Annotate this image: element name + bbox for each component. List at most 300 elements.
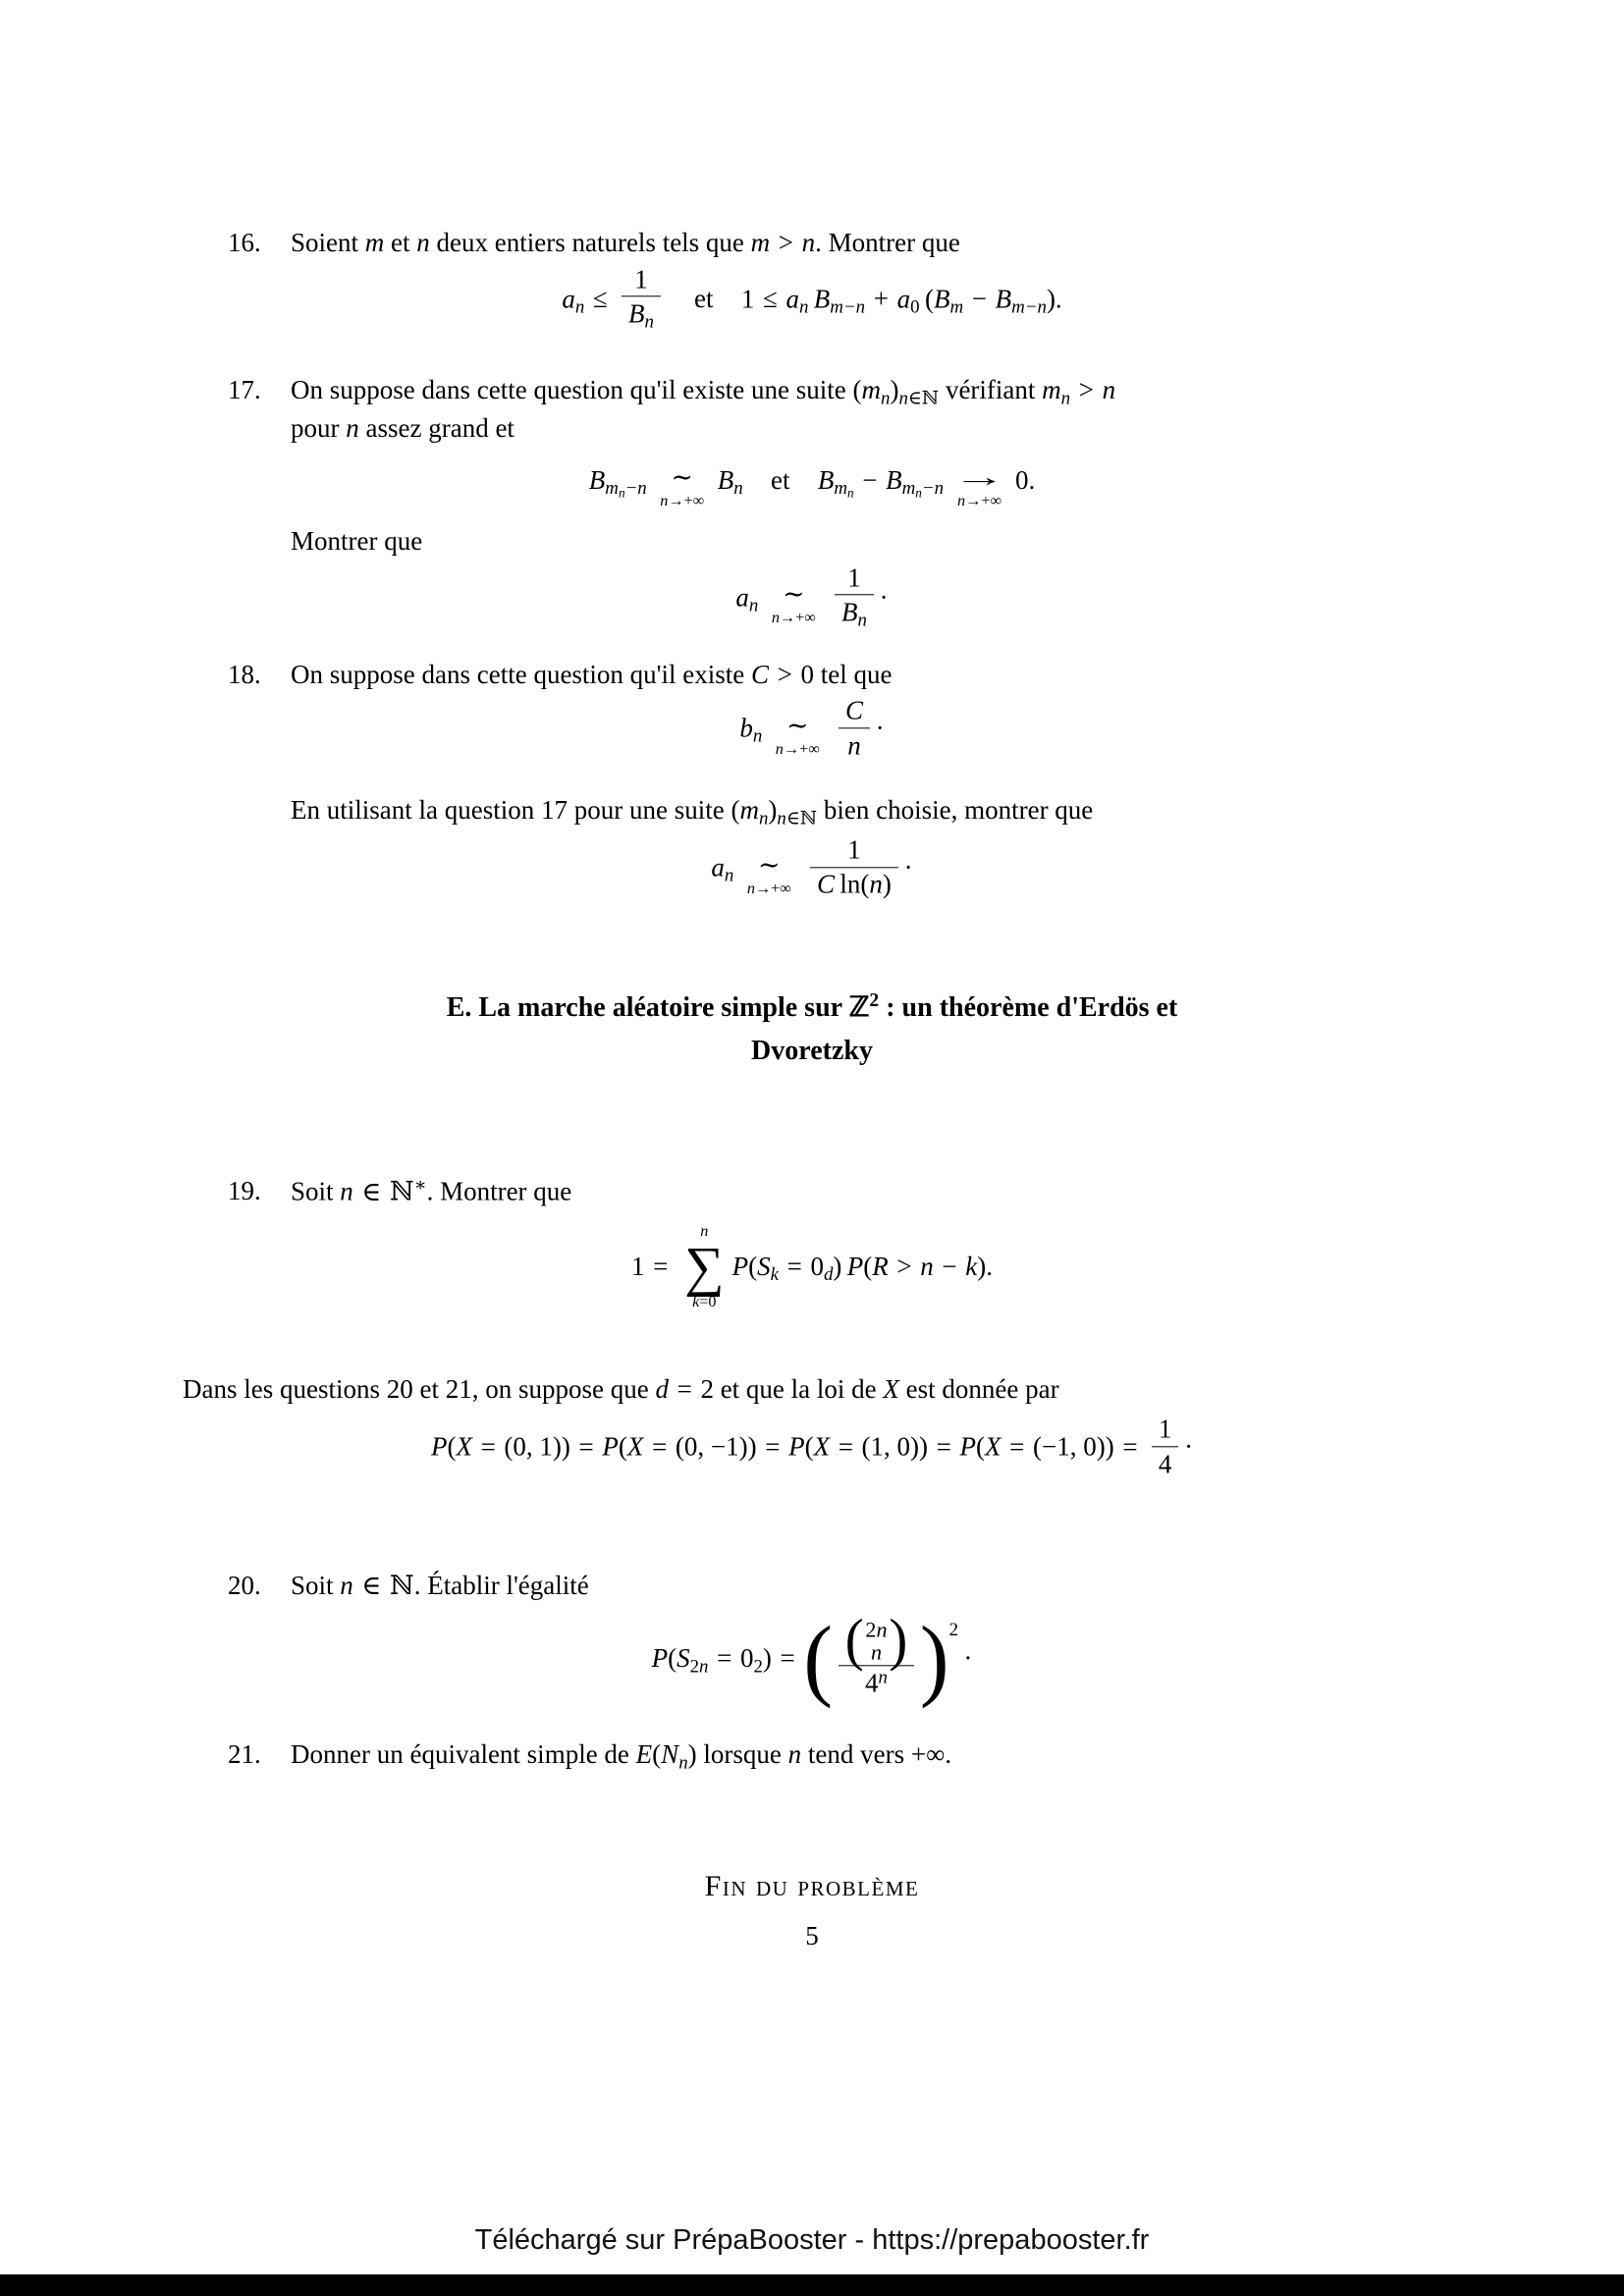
math-token: ≤ — [592, 283, 608, 313]
math-token — [747, 881, 791, 896]
math-token: 2 — [700, 1373, 714, 1404]
math-token: n — [574, 296, 585, 318]
math-token: n — [915, 485, 922, 501]
math-token — [690, 1657, 709, 1678]
math-token: ln( — [839, 869, 870, 899]
math-token: · — [1184, 1431, 1194, 1462]
math-token — [575, 296, 584, 317]
math-token: ℕ — [799, 808, 818, 829]
math-token: ( — [924, 283, 934, 313]
math-token: Donner un équivalent simple de — [291, 1738, 636, 1769]
math-token: 1 — [634, 263, 648, 294]
math-token: n — [724, 865, 734, 886]
math-token: − — [971, 283, 987, 313]
question-20-text — [291, 1569, 1441, 1604]
math-token — [733, 478, 742, 499]
math-token: ∈ — [361, 1570, 382, 1600]
math-token: X — [883, 1373, 899, 1404]
bottom-black-bar — [0, 2274, 1624, 2296]
math-token: m — [949, 296, 964, 318]
question-21-number: 21. — [228, 1738, 261, 1769]
math-token: ( — [668, 1643, 677, 1674]
math-token: n — [777, 808, 786, 829]
math-token: ∈ — [907, 388, 922, 409]
math-token: et — [384, 228, 417, 257]
math-token — [835, 594, 873, 631]
math-token: · — [879, 581, 889, 612]
math-token — [952, 461, 1006, 492]
math-token: ) — [762, 1643, 772, 1674]
math-token: 2 — [865, 1616, 877, 1641]
math-token: ℕ — [921, 388, 940, 409]
math-token: ( — [618, 1431, 627, 1462]
download-watermark: Téléchargé sur PrépaBooster - https://prepabooster.fr — [474, 2224, 1150, 2256]
math-token — [678, 1752, 687, 1773]
math-token: ∼ — [671, 461, 694, 492]
math-token — [786, 713, 809, 739]
math-token: m — [861, 374, 882, 404]
math-token: = — [936, 1431, 951, 1462]
math-token: ( — [863, 1252, 873, 1282]
math-token: · — [963, 1643, 973, 1674]
math-token: → — [952, 461, 1006, 492]
math-token: bien choisie, montrer que — [817, 794, 1094, 825]
math-token — [671, 461, 694, 492]
math-token — [949, 296, 963, 317]
math-token: −n — [921, 477, 945, 499]
math-token: ). — [977, 1252, 993, 1282]
math-token: (−1, 0)) — [1033, 1431, 1114, 1462]
math-token: = — [578, 1431, 594, 1462]
math-token: B — [886, 464, 902, 495]
math-token: ) — [890, 374, 899, 404]
math-token: pour — [291, 413, 347, 444]
math-token: n — [787, 1738, 802, 1769]
math-token: n — [878, 1667, 888, 1688]
math-token — [622, 296, 660, 334]
math-token: n — [771, 609, 780, 627]
math-token: ∼ — [782, 579, 805, 610]
math-token — [957, 493, 1001, 508]
math-token: n — [752, 726, 763, 748]
question-17 — [228, 373, 1441, 447]
math-token — [839, 727, 870, 761]
math-token: n — [758, 808, 769, 829]
math-token: n — [801, 228, 816, 257]
math-token: a — [896, 283, 911, 313]
math-token: ∈ — [785, 808, 800, 829]
math-token: ∼ — [758, 849, 781, 880]
math-token — [902, 478, 944, 499]
math-token — [839, 696, 870, 728]
math-token: b — [739, 713, 753, 743]
math-token — [622, 264, 660, 296]
math-token: B — [817, 464, 835, 495]
math-token — [824, 1264, 833, 1285]
math-token — [749, 595, 758, 615]
math-token — [1152, 1415, 1178, 1479]
math-token: deux entiers naturels tels que — [429, 228, 751, 257]
math-token — [810, 834, 897, 867]
math-token — [839, 1607, 914, 1673]
math-token: S — [677, 1643, 690, 1674]
math-token: n — [618, 485, 625, 501]
question-16-formula — [183, 263, 1441, 336]
math-token — [771, 1264, 779, 1285]
math-token: ) — [882, 869, 892, 899]
math-token — [753, 1657, 762, 1678]
math-token: →+∞ — [779, 609, 816, 627]
math-token: C — [751, 659, 770, 689]
question-19 — [228, 1174, 1441, 1209]
math-token — [835, 562, 873, 631]
math-token: n — [746, 879, 755, 897]
math-token — [645, 311, 654, 332]
math-token: + — [873, 283, 889, 313]
math-token: = — [677, 1373, 692, 1404]
math-token: Soit — [291, 1570, 341, 1600]
math-token: n — [340, 1176, 353, 1206]
paragraph-questions-20-21 — [183, 1372, 1441, 1408]
math-token: n — [733, 477, 743, 499]
math-token — [847, 486, 854, 501]
math-token — [414, 1175, 427, 1196]
math-token: = — [653, 1252, 669, 1282]
question-20-number: 20. — [228, 1570, 261, 1600]
math-token — [777, 808, 817, 828]
math-token — [746, 849, 791, 897]
math-token: · — [903, 852, 913, 882]
math-token: = — [838, 1431, 853, 1462]
math-token: · — [875, 713, 885, 743]
math-token: a — [735, 581, 749, 612]
math-token: B — [588, 464, 606, 495]
math-token: et — [771, 464, 790, 495]
math-token — [1011, 296, 1047, 317]
math-token — [1061, 388, 1070, 408]
math-token — [1152, 1446, 1178, 1479]
math-token: n — [699, 1656, 709, 1678]
math-token: 1 — [630, 1252, 645, 1282]
question-18-conclusion-formula — [183, 834, 1441, 902]
math-token: m — [1042, 374, 1061, 404]
math-token: B — [933, 283, 950, 313]
math-token: 2 — [753, 1656, 763, 1678]
math-token: a — [562, 283, 575, 313]
math-token: (0, 1)) — [504, 1431, 570, 1462]
math-token: X — [456, 1431, 472, 1462]
math-token — [776, 713, 820, 757]
question-21-text — [291, 1737, 1441, 1776]
math-token: ℤ — [848, 992, 870, 1024]
math-token — [776, 741, 820, 757]
math-token: a — [711, 852, 725, 882]
math-token — [622, 264, 660, 333]
math-token: m — [750, 228, 771, 257]
math-token: 0 — [810, 1252, 824, 1282]
math-token: Soit — [291, 1176, 341, 1206]
math-token: n — [870, 1639, 883, 1665]
math-token: P — [788, 1431, 805, 1462]
math-token: m — [364, 228, 385, 257]
question-17-conclusion-formula — [183, 561, 1441, 634]
math-token: . Montrer que — [815, 228, 960, 257]
question-17-montrer-que: Montrer que — [291, 525, 423, 556]
math-token: P — [602, 1431, 619, 1462]
math-token: →+∞ — [965, 491, 1001, 509]
math-token: 1 — [847, 834, 861, 865]
math-token: n — [847, 730, 861, 761]
section-e-heading — [183, 987, 1441, 1072]
math-token: 1 — [1158, 1414, 1172, 1444]
math-token: B — [840, 597, 858, 627]
math-token: > — [777, 659, 792, 689]
math-token: est donnée par — [898, 1373, 1059, 1404]
math-token: ( — [852, 374, 862, 404]
math-token: P — [731, 1252, 749, 1282]
question-18-text-2 — [291, 793, 1441, 831]
question-19-formula — [183, 1221, 1441, 1312]
math-token: = — [765, 1431, 781, 1462]
math-token: m — [901, 477, 916, 499]
math-token: d — [655, 1373, 669, 1404]
math-token — [759, 808, 768, 828]
math-token: n — [678, 1751, 688, 1773]
math-token: X — [813, 1431, 831, 1462]
math-token: = — [1009, 1431, 1025, 1462]
math-token: n — [957, 491, 966, 509]
math-token: > — [778, 228, 794, 257]
math-token: − — [862, 464, 878, 495]
math-token: R — [872, 1252, 889, 1282]
question-17-text — [291, 373, 1441, 447]
math-token — [835, 562, 873, 595]
math-token: n — [660, 491, 669, 509]
math-token — [865, 1618, 887, 1640]
math-token: : un théorème d'Erdös et — [879, 992, 1178, 1024]
math-token: 2 — [948, 1620, 959, 1641]
math-token: n — [847, 485, 854, 501]
math-token: C — [844, 695, 863, 725]
math-token: = — [786, 1252, 802, 1282]
math-token: −n — [624, 477, 647, 499]
math-token: n — [644, 311, 654, 333]
math-token: > — [896, 1252, 912, 1282]
math-token — [758, 849, 781, 880]
math-token: ≤ — [762, 283, 778, 313]
math-token: ( — [731, 794, 740, 825]
math-token: n — [920, 1252, 934, 1282]
math-token: m — [834, 477, 848, 499]
math-token: S — [757, 1252, 771, 1282]
math-token — [1152, 1415, 1178, 1447]
math-token — [810, 834, 897, 899]
math-token — [684, 1223, 724, 1310]
math-token: ∗ — [413, 1175, 427, 1197]
question-21 — [228, 1737, 1441, 1776]
question-19-number: 19. — [228, 1176, 261, 1206]
math-token: ( — [447, 1431, 457, 1462]
math-token: 1 — [847, 561, 861, 592]
math-token — [660, 493, 704, 508]
math-token — [910, 296, 919, 317]
question-16-number: 16. — [228, 228, 261, 257]
math-token: ( — [804, 1431, 814, 1462]
math-token — [772, 610, 816, 625]
question-16 — [228, 226, 1441, 261]
math-token: ∼ — [785, 711, 809, 741]
math-token — [799, 296, 808, 317]
math-token — [783, 581, 805, 608]
math-token: m — [739, 794, 759, 825]
math-token: n — [700, 1221, 709, 1240]
question-16-text — [291, 226, 1441, 261]
math-token: 1 — [740, 283, 755, 313]
math-token: Soient — [291, 228, 365, 257]
math-token: − — [942, 1252, 957, 1282]
math-token: assez grand et — [358, 413, 514, 444]
math-token — [864, 1618, 890, 1663]
math-token: ∑ — [684, 1235, 725, 1298]
question-20 — [228, 1569, 1441, 1604]
math-token: ℕ — [390, 1570, 414, 1600]
math-token: (1, 0)) — [861, 1431, 929, 1462]
math-token: n — [881, 388, 891, 409]
math-token — [871, 1640, 882, 1663]
math-token: C — [817, 869, 836, 899]
math-token: 0 — [739, 1643, 754, 1674]
math-token — [857, 610, 866, 630]
page-number: 5 — [805, 1920, 819, 1950]
math-token: P — [846, 1252, 864, 1282]
math-token: k — [965, 1252, 978, 1282]
math-token: P — [959, 1431, 977, 1462]
math-token: tel que — [814, 659, 893, 689]
math-token — [605, 478, 646, 499]
math-token — [660, 461, 705, 509]
math-token: tend vers +∞. — [801, 1738, 952, 1769]
math-token — [830, 296, 865, 317]
math-token: et que la loi de — [713, 1373, 884, 1404]
math-token: ℕ — [390, 1176, 414, 1206]
math-token: P — [430, 1431, 448, 1462]
question-17-number: 17. — [228, 374, 261, 404]
question-18-text — [291, 658, 1441, 693]
math-token: > — [1078, 374, 1094, 404]
math-token: k — [770, 1264, 779, 1286]
question-17-hypothesis-formula — [183, 460, 1441, 509]
math-token: →+∞ — [754, 879, 791, 897]
math-token: n — [1060, 388, 1071, 409]
math-token: m — [605, 477, 619, 499]
math-token: vérifiant — [939, 374, 1043, 404]
math-token: ). — [1046, 283, 1062, 313]
math-token: X — [985, 1431, 1001, 1462]
math-token: 0 — [910, 296, 920, 318]
math-token: (0, −1)) — [675, 1431, 757, 1462]
math-token: n — [1102, 374, 1116, 404]
math-token: Dvoretzky — [751, 1035, 873, 1066]
math-token: B — [995, 283, 1012, 313]
math-token: = — [480, 1431, 496, 1462]
math-token — [810, 867, 897, 900]
math-token: . Établir l'égalité — [413, 1570, 589, 1600]
question-19-text — [291, 1174, 1441, 1209]
math-token: lorsque — [696, 1738, 788, 1769]
math-token: n — [869, 869, 883, 899]
math-token: X — [626, 1431, 644, 1462]
math-token: n — [898, 388, 908, 409]
math-token: et — [694, 283, 714, 313]
math-token — [619, 486, 625, 501]
math-token: 2 — [869, 990, 880, 1012]
math-token — [949, 1620, 958, 1640]
math-token: = — [652, 1431, 668, 1462]
math-token — [879, 1668, 888, 1688]
math-token: =0 — [699, 1292, 717, 1310]
math-token: n — [876, 1616, 888, 1641]
math-token: →+∞ — [668, 491, 705, 509]
math-token: = — [780, 1643, 795, 1674]
math-token: ( — [976, 1431, 986, 1462]
math-token: . Montrer que — [426, 1176, 572, 1206]
math-token: n — [340, 1570, 353, 1600]
math-token — [839, 696, 870, 761]
math-token — [869, 991, 879, 1012]
question-18 — [228, 658, 1441, 693]
math-token: P — [651, 1643, 669, 1674]
math-token: 4 — [1158, 1448, 1172, 1478]
math-token: On suppose dans cette question qu'il existe — [291, 659, 752, 689]
math-token: 0. — [1014, 464, 1036, 495]
math-token — [725, 866, 733, 886]
math-token: ( — [652, 1738, 662, 1769]
math-token: n — [775, 740, 784, 759]
math-token: B — [628, 298, 645, 329]
math-token: 0 — [800, 659, 815, 689]
math-token: n — [416, 228, 430, 257]
math-token: On suppose dans cette question qu'il existe une suite — [291, 374, 853, 404]
math-token: →+∞ — [783, 740, 820, 759]
math-token: = — [717, 1643, 732, 1674]
math-token: n — [748, 595, 759, 616]
math-token — [692, 1294, 716, 1311]
math-token: B — [717, 464, 734, 495]
math-token: n — [798, 296, 809, 318]
math-token: N — [661, 1738, 679, 1769]
math-token: m−n — [830, 296, 866, 318]
math-token: E — [635, 1738, 653, 1769]
math-token — [915, 486, 922, 501]
math-token: E. La marche aléatoire simple sur — [446, 992, 849, 1024]
question-18-hypothesis-formula — [183, 695, 1441, 763]
math-token — [898, 388, 939, 408]
math-token — [772, 581, 816, 625]
math-token: ( — [748, 1252, 758, 1282]
math-token: a — [785, 283, 799, 313]
math-token: = — [1122, 1431, 1138, 1462]
math-token: n — [346, 413, 359, 444]
question-18-number: 18. — [228, 659, 261, 689]
math-token: ) — [768, 794, 778, 825]
math-token: ( 2n n ) — [844, 1607, 908, 1673]
math-token: n — [857, 610, 867, 631]
math-token: 2 — [689, 1656, 700, 1678]
math-token: ∈ — [361, 1176, 382, 1206]
math-token: Dans les questions 20 et 21, on suppose que — [183, 1373, 656, 1404]
math-token — [839, 1607, 914, 1699]
math-token — [753, 726, 762, 747]
